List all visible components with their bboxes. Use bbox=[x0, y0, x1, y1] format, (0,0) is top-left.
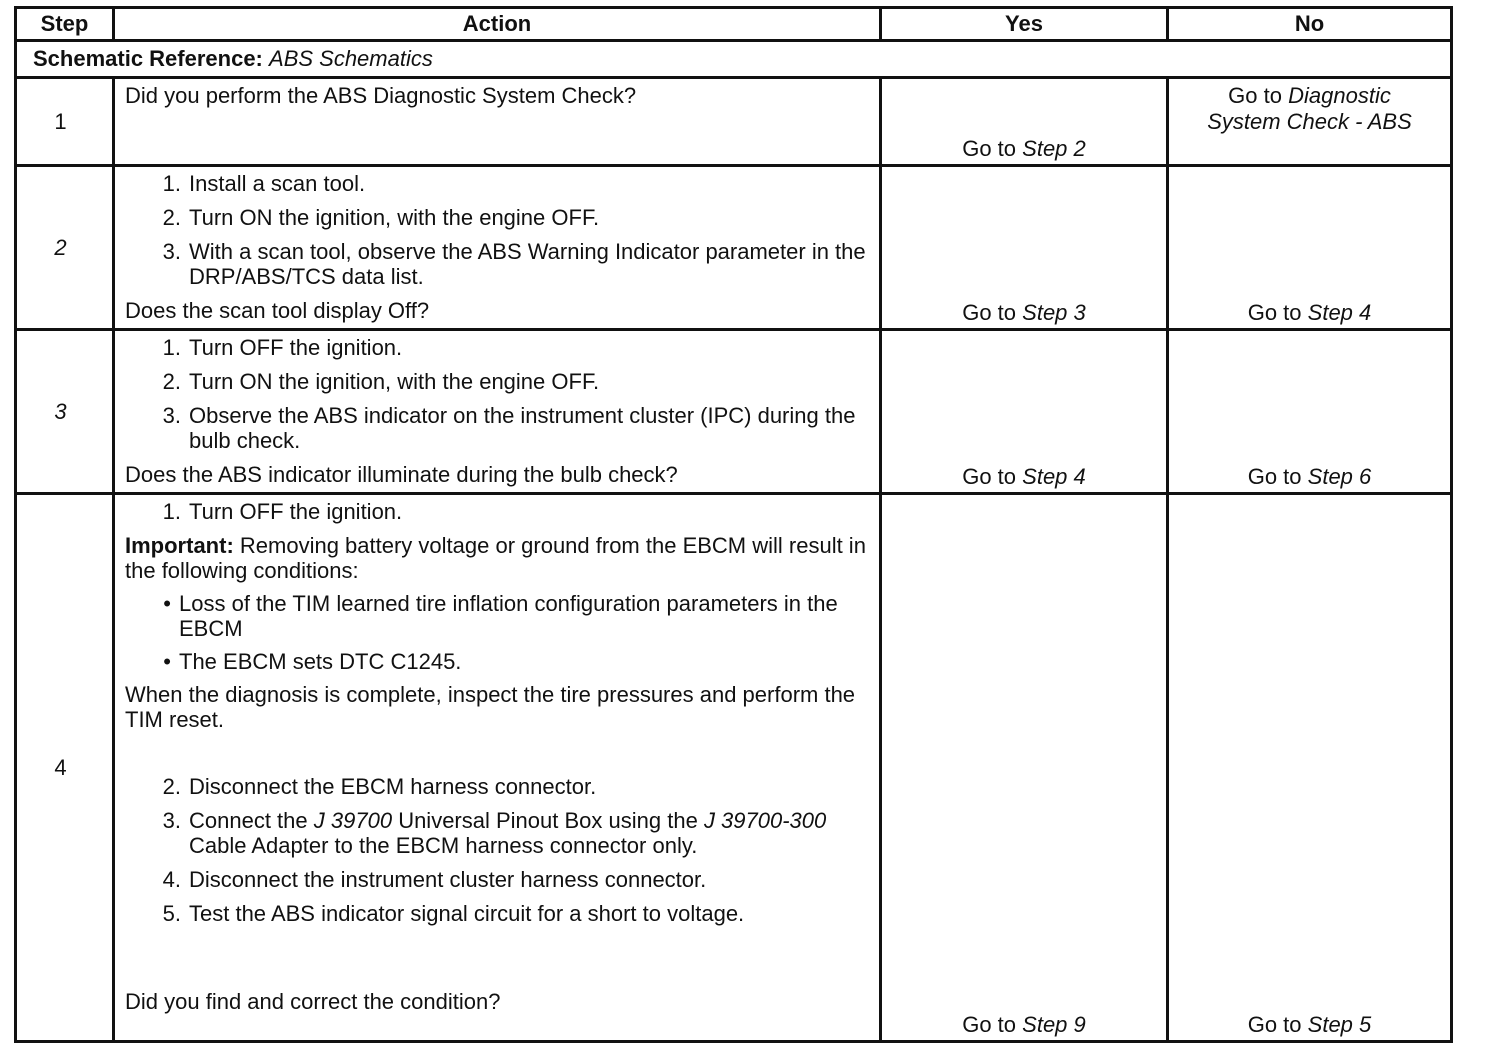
goto-target[interactable]: Step 4 bbox=[1307, 300, 1372, 325]
followup-note: When the diagnosis is complete, inspect the tire pressures and perform the TIM reset. bbox=[125, 682, 856, 732]
step-number: 2 bbox=[16, 166, 114, 330]
yes-goto[interactable] bbox=[882, 136, 1166, 162]
step-list bbox=[125, 774, 871, 926]
list-item: 2. Disconnect the EBCM harness connector. bbox=[162, 774, 597, 799]
goto-prefix: Go to bbox=[1228, 83, 1282, 108]
reference-label: Schematic Reference: bbox=[33, 46, 263, 71]
schematic-reference bbox=[16, 41, 1452, 78]
schematic-reference-row bbox=[16, 41, 1452, 78]
action-cell bbox=[114, 330, 881, 494]
list-item: 1. Install a scan tool. bbox=[162, 171, 366, 196]
tool-reference: J 39700-300 bbox=[703, 808, 827, 833]
action-cell bbox=[114, 166, 881, 330]
reference-link[interactable]: ABS Schematics bbox=[269, 46, 433, 71]
goto-prefix: Go to bbox=[962, 300, 1017, 325]
list-item: • Loss of the TIM learned tire inflation configuration parameters in the EBCM bbox=[163, 591, 838, 641]
list-item: 3. Observe the ABS indicator on the instrument cluster (IPC) during the bulb check. bbox=[162, 403, 856, 453]
question: Did you find and correct the condition? bbox=[125, 989, 501, 1014]
important-note bbox=[125, 533, 871, 583]
goto-prefix: Go to bbox=[962, 1012, 1017, 1037]
yes-cell bbox=[881, 330, 1168, 494]
list-item: 1. Turn OFF the ignition. bbox=[162, 499, 403, 524]
question: Does the scan tool display Off? bbox=[125, 298, 430, 323]
list-item: 4. Disconnect the instrument cluster harness connector. bbox=[162, 867, 707, 892]
yes-cell bbox=[881, 78, 1168, 166]
diagnostic-table bbox=[14, 6, 1453, 1043]
step-number: 1 bbox=[16, 78, 114, 166]
list-item: 3. Connect the J 39700 Universal Pinout Box using the J 39700-300 Cable Adapter to the EBCM harness connector only. bbox=[162, 808, 827, 858]
goto-prefix: Go to bbox=[1247, 300, 1302, 325]
step-number: 4 bbox=[16, 494, 114, 1042]
step-number: 3 bbox=[16, 330, 114, 494]
goto-prefix: Go to bbox=[962, 464, 1017, 489]
list-item: 3. With a scan tool, observe the ABS Warning Indicator parameter in the DRP/ABS/TCS data list. bbox=[162, 239, 866, 289]
step-list bbox=[125, 499, 871, 524]
step-list bbox=[125, 335, 871, 453]
no-cell bbox=[1168, 78, 1452, 166]
important-label: Important: bbox=[125, 533, 234, 558]
header-row bbox=[16, 8, 1452, 41]
yes-goto[interactable] bbox=[882, 300, 1166, 326]
goto-prefix: Go to bbox=[1247, 464, 1302, 489]
no-cell bbox=[1168, 330, 1452, 494]
goto-target[interactable]: Step 3 bbox=[1022, 300, 1086, 325]
no-cell bbox=[1168, 494, 1452, 1042]
header-action: Action bbox=[114, 8, 881, 41]
header-step: Step bbox=[16, 8, 114, 41]
list-item: 1. Turn OFF the ignition. bbox=[162, 335, 403, 360]
list-item: 2. Turn ON the ignition, with the engine OFF. bbox=[162, 369, 600, 394]
goto-target[interactable]: Step 5 bbox=[1307, 1012, 1372, 1037]
yes-cell bbox=[881, 166, 1168, 330]
list-item: 2. Turn ON the ignition, with the engine OFF. bbox=[162, 205, 600, 230]
step-row-1 bbox=[16, 78, 1452, 166]
goto-prefix: Go to bbox=[1247, 1012, 1302, 1037]
yes-cell bbox=[881, 494, 1168, 1042]
header-no: No bbox=[1168, 8, 1452, 41]
goto-prefix: Go to bbox=[962, 136, 1017, 161]
goto-target[interactable]: Step 4 bbox=[1022, 464, 1086, 489]
no-goto[interactable] bbox=[1169, 79, 1450, 135]
list-item: 5. Test the ABS indicator signal circuit for a short to voltage. bbox=[162, 901, 745, 926]
list-item: • The EBCM sets DTC C1245. bbox=[163, 649, 462, 674]
no-goto[interactable] bbox=[1169, 1012, 1450, 1038]
important-text: Removing battery voltage or ground from the EBCM will result in the following conditions: bbox=[125, 533, 866, 583]
goto-target[interactable]: Step 6 bbox=[1307, 464, 1372, 489]
no-goto[interactable] bbox=[1169, 300, 1450, 326]
step-row-4 bbox=[16, 494, 1452, 1042]
question: Did you perform the ABS Diagnostic System Check? bbox=[125, 83, 637, 108]
header-yes: Yes bbox=[881, 8, 1168, 41]
goto-target[interactable]: Step 9 bbox=[1022, 1012, 1086, 1037]
action-cell bbox=[114, 78, 881, 166]
no-cell bbox=[1168, 166, 1452, 330]
step-row-3 bbox=[16, 330, 1452, 494]
goto-target[interactable]: Diagnostic bbox=[1288, 83, 1391, 108]
question: Does the ABS indicator illuminate during the bulb check? bbox=[125, 462, 678, 487]
yes-goto[interactable] bbox=[882, 464, 1166, 490]
no-goto[interactable] bbox=[1169, 464, 1450, 490]
goto-target-line2[interactable]: System Check - ABS bbox=[1207, 109, 1412, 134]
step-row-2 bbox=[16, 166, 1452, 330]
tool-reference: J 39700 bbox=[313, 808, 393, 833]
step-list bbox=[125, 171, 871, 289]
yes-goto[interactable] bbox=[882, 1012, 1166, 1038]
bullet-list bbox=[125, 591, 871, 674]
action-cell bbox=[114, 494, 881, 1042]
goto-target[interactable]: Step 2 bbox=[1022, 136, 1086, 161]
